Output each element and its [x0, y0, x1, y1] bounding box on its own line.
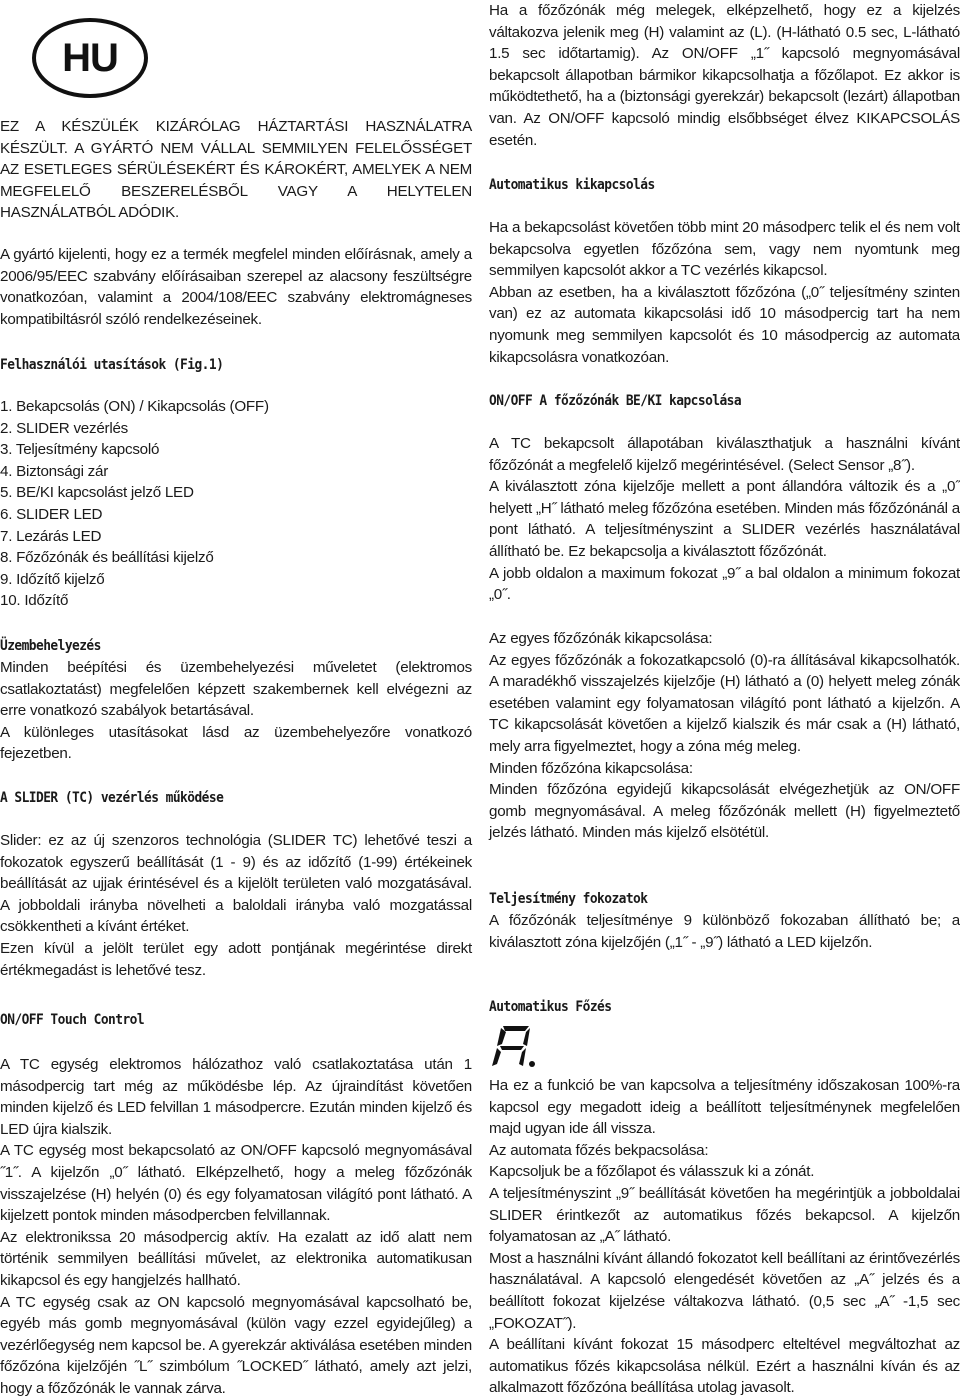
install-paragraph: A különleges utasításokat lásd az üzembehelyezőre vonatkozó fejezetben. — [0, 723, 472, 763]
zone-off-section — [489, 628, 960, 844]
auto-cook-paragraph: Most a használni kívánt állandó fokozatot kell beállítani az érintővezérlés használatával. A kapcsoló elengedését követően az „A˝ jelzés és a beállított fokozat kijelzése váltakozva látható. (0,5 sec „A˝ -1,5 sec „FOKOZAT˝). — [489, 1249, 960, 1332]
auto-cook-paragraph: A teljesítményszint „9˝ beállítását követően ha megérintjük a jobboldalai SLIDER érintkezőt az automatikus főzés bekapcsol. A kijelzőn folyamatosan az „A˝ látható. — [489, 1184, 960, 1246]
install-paragraph: Minden beépítési és üzembehelyezési műveletet (elektromos csatlakoztatást) megfelelően képzett szakembernek kell elvégezni az erre vonatkozó szabályok betartásával. — [0, 659, 472, 720]
list-item: 2. SLIDER vezérlés — [0, 419, 129, 437]
auto-cook-section — [489, 1075, 960, 1399]
zone-paragraph: A TC bekapcsolt állapotában kiválaszthatjuk a használni kívánt főzőzónát a megfelelő kijelző megérintésével. (Select Sensor „8˝). — [489, 435, 960, 474]
auto-off-heading: Automatikus kikapcsolás — [489, 177, 655, 193]
touch-control-section — [0, 1054, 472, 1400]
touch-paragraph: Az elektronikssa 20 másodpercig aktív. Ha ezalatt az idő alatt nem történik semmilyen beállítási művelet, az elektronika automatikusan kikapcsol és egy hangjelzés hallható. — [0, 1228, 472, 1289]
list-item: 10. Időzítő — [0, 592, 69, 610]
parts-list — [0, 396, 472, 612]
list-item: 7. Lezárás LED — [0, 527, 102, 545]
touch-control-heading: ON/OFF Touch Control — [0, 1012, 145, 1028]
auto-off-paragraph: Abban az esetben, ha a kiválasztott főzőzóna („0˝ teljesítmény szinten van) ez az automata kikapcsolási idő 10 másodpercig tart ha nem nyomunk meg semmilyen kapcsolót és 10 másodpercig az automata kikapcsolásra vonatkozóan. — [489, 283, 960, 366]
list-item: 1. Bekapcsolás (ON) / Kikapcsolás (OFF) — [0, 398, 269, 415]
zone-paragraph: A kiválasztott zóna kijelzője mellett a pont állandóra változik és a „0˝ helyett „H˝ látható meleg főzőzóna esetében. Minden más főzőzónánál a pont látható. A teljesítményszint a SLIDER vezérlés használatával állítható be. Ez bekapcsolja a kiválasztott főzőzónát. — [489, 478, 960, 560]
language-badge — [32, 18, 148, 98]
list-item: 3. Teljesítmény kapcsoló — [0, 441, 160, 459]
residual-heat-paragraph: Ha a főzőzónák még melegek, elképzelhető, hogy ez a kijelzés váltakozva jelenik meg (H) valamint az (L). (H-látható 0.5 sec, L-látható 1.5 sec időtartamig). Az ON/OFF „1˝ kapcsoló megnyomásával bekapcsolt állapotban bármikor kikapcsolhatja a főzőlapot. Ez akkor is működtethető, ha a (biztonsági gyerekzár) bekapcsolt (lezárt) állapotban van. Az ON/OFF kapcsoló mindig elsőbbséget élvez KIKAPCSOLÁS esetén. — [489, 2, 960, 149]
user-instructions-heading: Felhasználói utasítások (Fig.1) — [0, 357, 224, 373]
auto-off-paragraph: Ha a bekapcsolást követően több mint 20 másodperc telik el és nem volt bekapcsolva egyetlen főzőzóna sem, vagy nem nyomtunk meg semmilyen kapcsolót akkor a TC vezérlés kikapcsol. — [489, 219, 960, 280]
touch-paragraph: A TC egység csak az ON kapcsoló megnyomásával kapcsolható be, egyéb más gomb megnyomásával (külön vagy ezzel egyidejűleg) a vezérlőegység nem kapcsol be. A gyerekzár aktiválása esetében minden főzőzóna kijelzőjén ˝L˝ szimbólum ˝LOCKED˝ látható, amely azt jelzi, hogy a főzőzónák le vannak zárva. — [0, 1293, 472, 1397]
auto-cook-paragraph: Az automata főzés bekpacsolása: — [489, 1141, 709, 1159]
auto-off-section — [489, 217, 960, 368]
auto-cook-paragraph: A beállítani kívánt fokozat 15 másodperc elteltével megváltozhat az automatikus főzés kikapcsolása nélkül. Ezért a használni kíván és az alkalmazott főzőzóna beállítása utolag javasolt. — [489, 1336, 960, 1397]
zone-onoff-heading: ON/OFF A főzőzónák BE/KI kapcsolása — [489, 393, 742, 409]
list-item: 8. Főzőzónák és beállítási kijelző — [0, 549, 214, 567]
auto-cook-paragraph: Ha ez a funkció be van kapcsolva a teljesítmény időszakosan 100%-ra kapcsol egy megadott ideig a beállított teljesítménynek megfelelően majd ugyan ide áll vissza. — [489, 1077, 960, 1138]
list-item: 9. Időzítő kijelző — [0, 570, 105, 588]
power-levels-paragraph: A főzőzónák teljesítménye 9 különböző fokozaban állítható be; a kiválasztott zóna kijelzőjén („1˝ - „9˝) látható a LED kijelzőn. — [489, 912, 960, 951]
all-off-paragraph: Minden főzőzóna egyidejű kikapcsolását elvégezhetjük az ON/OFF gomb megnyomásával. A meleg főzőzónák mellett (H) figyelmeztető jelzés látható. Minden más kijelző elsötétül. — [489, 781, 960, 842]
all-off-title: Minden főzőzóna kikapcsolása: — [489, 759, 693, 777]
install-heading: Üzembehelyezés — [0, 638, 101, 654]
seven-segment-a-icon — [489, 1024, 539, 1068]
list-item: 6. SLIDER LED — [0, 505, 103, 523]
list-item: 4. Biztonsági zár — [0, 462, 109, 480]
power-levels-heading: Teljesítmény fokozatok — [489, 891, 648, 907]
auto-cook-paragraph: Kapcsoljuk be a főzőlapot és válasszuk ki a zónát. — [489, 1163, 815, 1181]
single-off-paragraph: Az egyes főzőzónák a fokozatkapcsoló (0)-ra állításával kikapcsolhatók. A maradékhő visszajelzés kijelzője (H) látható a (0) helyett meleg zónák esetében valamint egy folyamatosan világító pont látható a kijelzőn. A TC kikapcsolását követően a kijelző kialszik és már csak a (H) látható, mely arra figyelmeztet, hogy a zóna még meleg. — [489, 651, 960, 755]
language-badge-label: HU — [62, 35, 118, 80]
zone-paragraph: A jobb oldalon a maximum fokozat „9˝ a bal oldalon a minimum fokozat „0˝. — [489, 564, 960, 604]
touch-paragraph: A TC egység most bekapcsolató az ON/OFF kapcsoló megnyomásával ˝1˝. A kijelzőn „0˝ látható. Elképzelhető, hogy a meleg főzőzónák visszajelzése (H) helyén (0) és egy folyamatosan világító pont látható. A kijelzett pontok minden másodpercben felvillannak. — [0, 1142, 472, 1225]
slider-paragraph: Ezen kívül a jelölt terület egy adott pontjának megérintése direkt értékmegadást is lehetővé tesz. — [0, 939, 472, 979]
warning-text: EZ A KÉSZÜLÉK KIZÁRÓLAG HÁZTARTÁSI HASZNÁLATRA KÉSZÜLT. A GYÁRTÓ NEM VÁLLAL SEMMILYEN FELELŐSSÉGET AZ ESETLEGES SÉRÜLÉSEKÉRT ÉS KÁROKÉRT, AMELYEK A NEM MEGFELELŐ BESZERELÉSBŐL VAGY A HELYTELEN HASZNÁLATBÓL ADÓDIK. — [0, 118, 472, 222]
slider-section — [0, 830, 472, 981]
declaration-text: A gyártó kijelenti, hogy ez a termék megfelel minden előírásnak, amely a 2006/95/EEC szabvány előírásaiban szerepel az alacsony feszültségre vonatkozóan, valamint a 2004/108/EEC szabvány elektromágneses kompatibiltásról szóló rendelkezéseinek. — [0, 246, 472, 328]
auto-cook-heading: Automatikus Főzés — [489, 999, 612, 1015]
install-section — [0, 657, 472, 765]
list-item: 5. BE/KI kapcsolást jelző LED — [0, 484, 194, 502]
slider-heading: A SLIDER (TC) vezérlés működése — [0, 790, 224, 806]
touch-paragraph: A TC egység elektromos hálózathoz való csatlakoztatása után 1 másodpercig tart még az működésbe lép. Az újraindítást követően minden kijelző és LED felvillan 1 másodpercre. Ezután minden kijelző és LED újra kialszik. — [0, 1056, 472, 1138]
single-off-title: Az egyes főzőzónák kikapcsolása: — [489, 630, 713, 647]
zone-onoff-section — [489, 433, 960, 606]
slider-paragraph: Slider: ez az új szenzoros technológia (SLIDER TC) lehetővé teszi a fokozatok egyszerű beállítását (1 - 9) és az időzítő (1-99) értékeinek beállítását az ujjak érintésével és a kijelölt területen való mozgatásával. A jobboldali irányba növelheti a baloldali irányba való mozgatással csökkentheti a kívánt értéket. — [0, 832, 472, 936]
